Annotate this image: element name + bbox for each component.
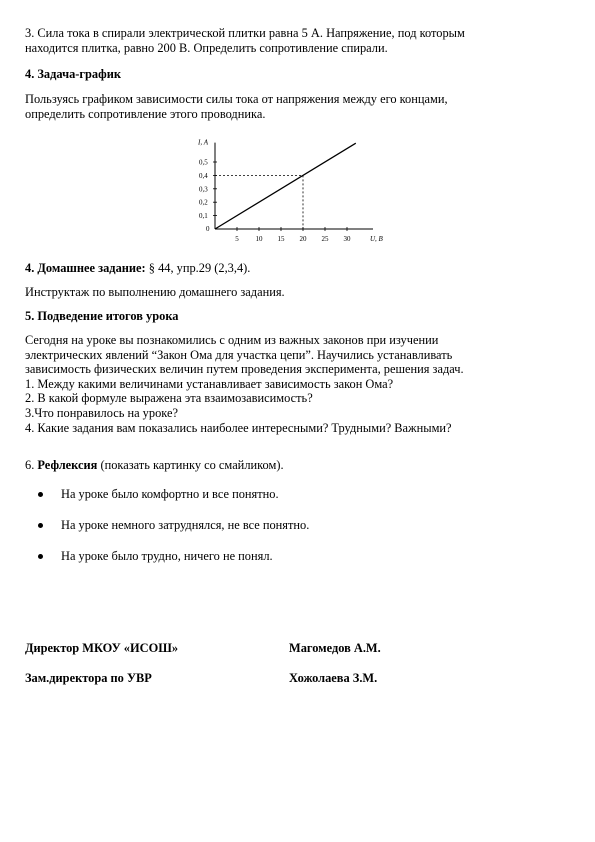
summary-line: электрических явлений “Закон Ома для участка цепи”. Научились устанавливать (25, 347, 453, 362)
task3-text (25, 26, 573, 55)
y-tick-label: 0,3 (199, 185, 208, 194)
question-1: 1. Между какими величинами устанавливает зависимость закон Ома? (25, 376, 394, 391)
signature-role-deputy: Зам.директора по УВР (25, 671, 152, 685)
signature-name-deputy: Хожолаева З.М. (289, 671, 378, 685)
current-voltage-chart (190, 132, 410, 250)
x-tick-label: 30 (343, 235, 351, 243)
x-axis-label: U, B (370, 235, 383, 243)
y-tick-label: 0,2 (199, 198, 208, 207)
question-3: 3.Что понравилось на уроке? (25, 405, 178, 420)
bullet-icon (38, 554, 43, 559)
signature-role-director: Директор МКОУ «ИСОШ» (25, 641, 179, 655)
signature-name-director: Магомедов А.М. (289, 641, 381, 655)
series-line (215, 143, 356, 229)
task4-line: определить сопротивление этого проводника. (25, 106, 266, 121)
summary-text (25, 333, 573, 435)
reflection-item-text: На уроке немного затруднялся, не все понятно. (61, 518, 310, 532)
task3-line: находится плитка, равно 200 В. Определить сопротивление спирали. (25, 40, 388, 55)
reflection-item-text: На уроке было комфортно и все понятно. (61, 487, 279, 501)
task3-line: 3. Сила тока в спирали электрической плитки равна 5 А. Напряжение, под которым (25, 26, 465, 40)
bullet-icon (38, 492, 43, 497)
chart-series (215, 143, 356, 229)
chart-axes (197, 139, 384, 243)
x-tick-label: 5 (235, 235, 239, 243)
task4-line: Пользуясь графиком зависимости силы тока от напряжения между его концами, (25, 92, 448, 106)
summary-line: Сегодня на уроке вы познакомились с одним из важных законов при изучении (25, 333, 439, 347)
reflection-list (25, 487, 309, 580)
homework-instructions: Инструктаж по выполнению домашнего задания. (25, 285, 285, 299)
summary-heading: 5. Подведение итогов урока (25, 309, 179, 323)
reflection-item-text: На уроке было трудно, ничего не понял. (61, 549, 273, 563)
homework-line (25, 261, 573, 276)
question-2: 2. В какой формуле выражена эта взаимозависимость? (25, 391, 313, 406)
reflection-title: Рефлексия (37, 458, 98, 472)
homework-text: § 44, упр.29 (2,3,4). (145, 261, 251, 275)
question-4: 4. Какие задания вам показались наиболее интересными? Трудными? Важными? (25, 420, 452, 435)
y-tick-label: 0,4 (199, 171, 208, 180)
y-axis-label: I, A (198, 138, 208, 147)
reflection-number: 6. (25, 458, 38, 472)
x-tick-label: 10 (255, 235, 263, 243)
task4-text (25, 92, 573, 121)
x-tick-label: 15 (277, 235, 285, 243)
list-item (25, 487, 309, 518)
origin-label: 0 (206, 225, 210, 233)
task4-heading: 4. Задача-график (25, 67, 121, 81)
y-tick-label: 0,1 (199, 212, 208, 221)
reflection-note: (показать картинку со смайликом). (97, 458, 284, 472)
x-tick-label: 20 (299, 235, 307, 243)
x-tick-label: 25 (321, 235, 329, 243)
bullet-icon (38, 523, 43, 528)
y-tick-label: 0,5 (199, 158, 208, 167)
reflection-heading (25, 458, 573, 473)
list-item (25, 518, 309, 549)
summary-line: зависимость физических величин путем проведения эксперимента, решения задач. (25, 362, 464, 377)
list-item (25, 549, 309, 580)
homework-label: 4. Домашнее задание: (25, 261, 146, 275)
chart-ticks (199, 159, 351, 244)
